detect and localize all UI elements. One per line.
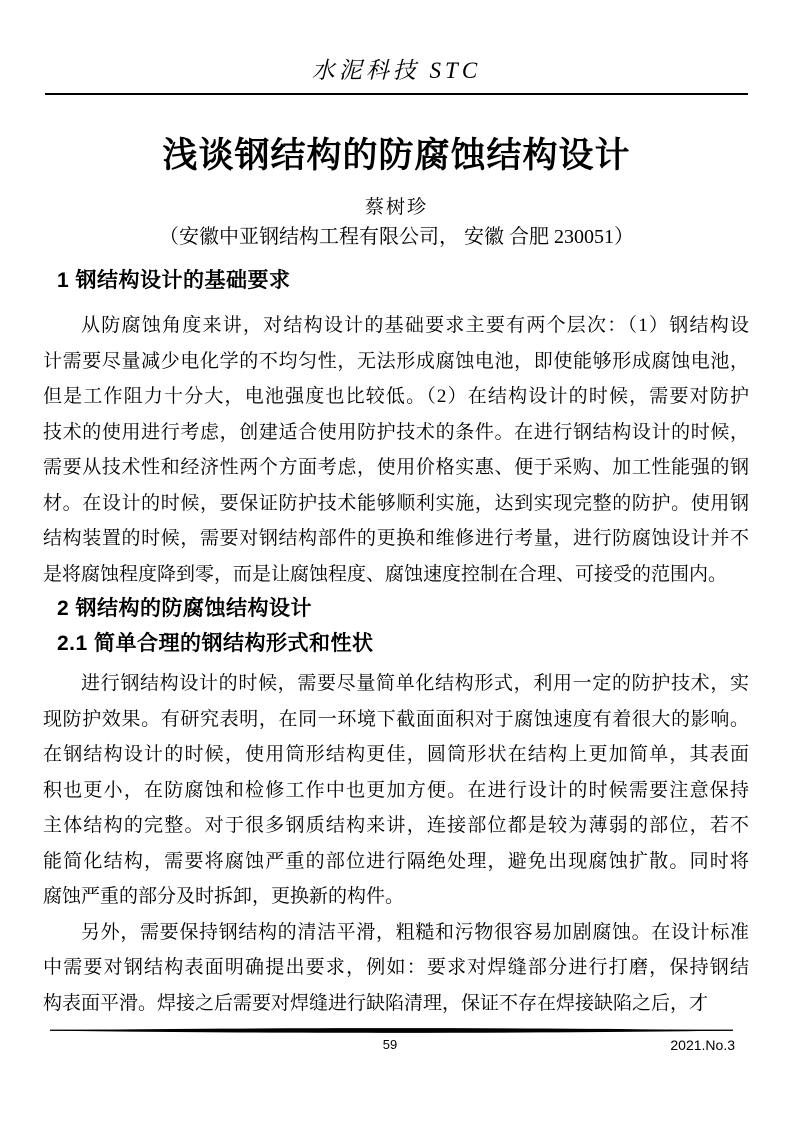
text-line: 是将腐蚀程度降到零，而是让腐蚀程度、腐蚀速度控制在合理、可接受的范围内。 xyxy=(43,563,728,585)
text-line: 进行钢结构设计的时候，需要尽量简单化结构形式，利用一定的防护技术，实 xyxy=(81,673,749,694)
text-line: 但是工作阻力十分大，电池强度也比较低。（2）在结构设计的时候，需要对防护 xyxy=(43,386,749,407)
article-affiliation: （安徽中亚钢结构工程有限公司， 安徽 合肥 230051） xyxy=(159,226,634,248)
article-title: 浅谈钢结构的防腐蚀结构设计 xyxy=(162,136,631,175)
text-line: 结构装置的时候，需要对钢结构部件的更换和维修进行考量，进行防腐蚀设计并不 xyxy=(43,528,749,549)
text-line: 现防护效果。有研究表明，在同一环境下截面面积对于腐蚀速度有着很大的影响。 xyxy=(43,708,749,730)
issue-label: 2021.No.3 xyxy=(670,1037,735,1053)
section-2: 2 钢结构的防腐蚀结构设计 xyxy=(57,597,313,620)
text-line: 中需要对钢结构表面明确提出要求，例如：要求对焊缝部分进行打磨，保持钢结 xyxy=(43,957,749,978)
text-line: 材。在设计的时候，要保证防护技术能够顺利实施，达到实现完整的防护。使用钢 xyxy=(43,492,749,514)
footer-rule-bar xyxy=(50,1027,733,1034)
journal-header: 水泥科技 STC xyxy=(311,58,482,83)
text-line: 构表面平滑。焊接之后需要对焊缝进行缺陷清理，保证不存在焊接缺陷之后，才 xyxy=(43,992,709,1014)
text-line: 计需要尽量减少电化学的不均匀性，无法形成腐蚀电池，即使能够形成腐蚀电池， xyxy=(43,350,749,372)
text-line: 从防腐蚀角度来讲，对结构设计的基础要求主要有两个层次：（1）钢结构设 xyxy=(81,315,749,336)
section-2-1: 2.1 简单合理的钢结构形式和性状 xyxy=(57,632,374,655)
article-body xyxy=(43,266,749,1021)
page-footer xyxy=(45,1027,735,1067)
page-number: 59 xyxy=(382,1037,398,1052)
text-line: 腐蚀严重的部分及时拆卸，更换新的构件。 xyxy=(43,886,405,907)
text-line: 在钢结构设计的时候，使用筒形结构更佳，圆筒形状在结构上更加简单，其表面 xyxy=(43,744,749,765)
text-line: 另外，需要保持钢结构的清洁平滑，粗糙和污物很容易加剧腐蚀。在设计标准 xyxy=(81,921,749,943)
article-author: 蔡树珍 xyxy=(364,197,428,218)
section-1: 1 钢结构设计的基础要求 xyxy=(57,269,291,292)
footer-text-row xyxy=(45,1037,735,1055)
header-rule xyxy=(45,93,748,95)
text-line: 能简化结构，需要将腐蚀严重的部位进行隔绝处理，避免出现腐蚀扩散。同时将 xyxy=(43,850,749,872)
para-1-1 xyxy=(43,308,749,592)
text-line: 需要从技术性和经济性两个方面考虑，使用价格实惠、便于采购、加工性能强的钢 xyxy=(43,457,749,478)
text-line: 积也更小，在防腐蚀和检修工作中也更加方便。在进行设计的时候需要注意保持 xyxy=(43,779,749,801)
para-2-1-2 xyxy=(43,915,749,1022)
text-line: 主体结构的完整。对于很多钢质结构来讲，连接部位都是较为薄弱的部位，若不 xyxy=(43,815,749,836)
text-line: 技术的使用进行考虑，创建适合使用防护技术的条件。在进行钢结构设计的时候， xyxy=(43,421,749,443)
para-2-1-1 xyxy=(43,666,749,915)
